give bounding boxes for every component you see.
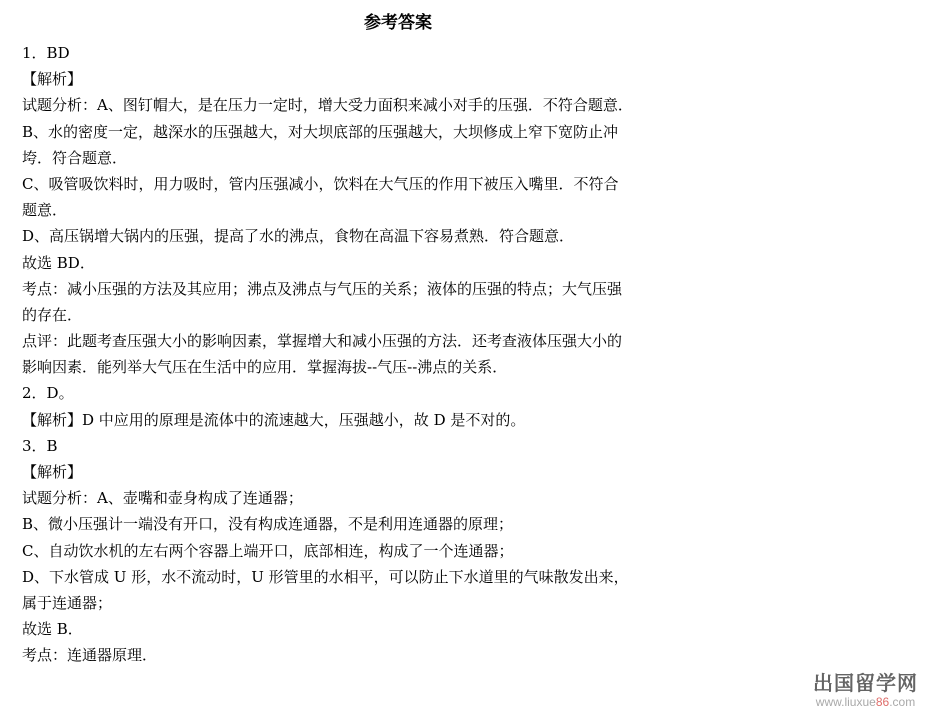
answer-body: [22, 40, 792, 669]
text-line: 垮．符合题意．: [22, 148, 128, 167]
watermark-url-suffix: .com: [889, 695, 916, 709]
watermark-url-highlight: 86: [875, 695, 890, 709]
text-line: 故选 B．: [22, 620, 83, 639]
text-line: 属于连通器；: [22, 593, 113, 612]
text-line: 题意．: [22, 201, 68, 220]
text-line: C、自动饮水机的左右两个容器上端开口，底部相连，构成了一个连通器；: [22, 541, 514, 560]
text-line: 故选 BD．: [22, 253, 95, 272]
text-line: B、微小压强计一端没有开口，没有构成连通器，不是利用连通器的原理；: [22, 515, 514, 534]
text-line: 点评：此题考查压强大小的影响因素，掌握增大和减小压强的方法．还考查液体压强大小的: [22, 332, 623, 351]
watermark-url: [813, 695, 918, 709]
text-line: 考点：减小压强的方法及其应用；沸点及沸点与气压的关系；液体的压强的特点；大气压强: [22, 279, 623, 298]
text-line: B、水的密度一定，越深水的压强越大，对大坝底部的压强越大，大坝修成上窄下宽防止冲: [22, 122, 619, 141]
watermark-name: 出国留学网: [813, 671, 918, 695]
text-line: 试题分析：A、图钉帽大，是在压力一定时，增大受力面积来减小对手的压强．不符合题意．: [22, 96, 633, 115]
text-line: 【解析】D 中应用的原理是流体中的流速越大，压强越小，故 D 是不对的。: [22, 410, 526, 429]
site-watermark: [813, 671, 918, 709]
text-line: D、下水管成 U 形，水不流动时，U 形管里的水相平，可以防止下水道里的气味散发出来，: [22, 567, 629, 586]
page-title: 参考答案: [364, 13, 432, 33]
watermark-url-prefix: www.liuxue: [815, 695, 876, 709]
text-line: 1．BD: [22, 44, 70, 62]
text-line: 【解析】: [22, 463, 83, 481]
text-line: 的存在．: [22, 305, 83, 324]
text-line: 【解析】: [22, 70, 83, 89]
text-line: 2．D。: [22, 384, 74, 403]
text-line: 3．B: [22, 436, 58, 455]
text-line: 试题分析：A、壶嘴和壶身构成了连通器；: [22, 489, 303, 508]
text-line: D、高压锅增大锅内的压强，提高了水的沸点，食物在高温下容易煮熟．符合题意．: [22, 227, 575, 246]
text-line: 影响因素．能列举大气压在生活中的应用．掌握海拔--气压--沸点的关系．: [22, 358, 508, 377]
text-line: 考点：连通器原理．: [22, 646, 158, 665]
text-line: C、吸管吸饮料时，用力吸时，管内压强减小，饮料在大气压的作用下被压入嘴里．不符合: [22, 174, 619, 193]
